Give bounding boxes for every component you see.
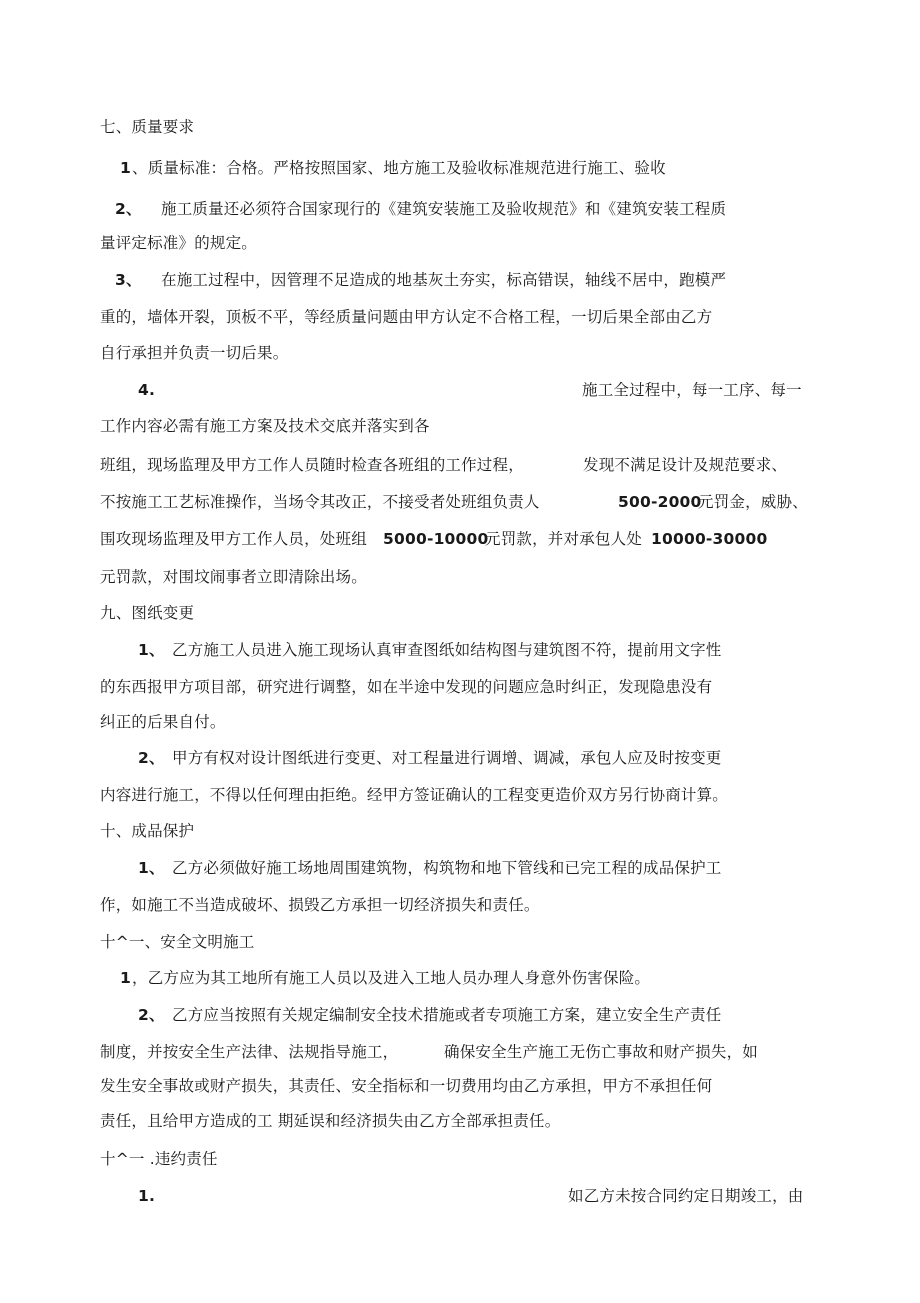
paragraph-line: 施工质量还必须符合国家现行的《建筑安装施工及验收规范》和《建筑安装工程质 <box>161 200 727 218</box>
paragraph-line: 发现不满足设计及规范要求、 <box>583 456 788 474</box>
paragraph-line: 施工全过程中，每一工序、每一 <box>582 381 802 399</box>
paragraph-line: 乙方必须做好施工场地周围建筑物，构筑物和地下管线和已完工程的成品保护工 <box>172 859 722 877</box>
section-heading-safety: 十^一、安全文明施工 <box>100 933 255 951</box>
item-number: 3、 <box>115 271 142 289</box>
section-heading-breach: 十^一 .违约责任 <box>100 1150 218 1168</box>
paragraph-line: 围攻现场监理及甲方工作人员，处班组 <box>100 530 367 548</box>
item-number: 2、 <box>138 749 165 767</box>
paragraph-line: 责任，且给甲方造成的工 期延误和经济损失由乙方全部承担责任。 <box>100 1112 561 1130</box>
paragraph-line: 乙方施工人员进入施工现场认真审查图纸如结构图与建筑图不符，提前用文字性 <box>172 641 722 659</box>
paragraph-line: 如乙方未按合同约定日期竣工，由 <box>568 1187 804 1205</box>
paragraph-line: 工作内容必需有施工方案及技术交底并落实到各 <box>100 417 430 435</box>
paragraph-line: 甲方有权对设计图纸进行变更、对工程量进行调增、调减，承包人应及时按变更 <box>172 749 722 767</box>
paragraph-line: 制度，并按安全生产法律、法规指导施工， <box>100 1043 399 1061</box>
penalty-amount: 10000-30000 <box>651 530 768 548</box>
paragraph-line: 作，如施工不当造成破坏、损毁乙方承担一切经济损失和责任。 <box>100 896 540 914</box>
paragraph-line: 不按施工工艺标准操作，当场令其改正，不接受者处班组负责人 <box>100 493 540 511</box>
paragraph-line: 乙方应当按照有关规定编制安全技术措施或者专项施工方案，建立安全生产责任 <box>172 1006 722 1024</box>
paragraph-line: 元罚款，并对承包人处 <box>485 530 643 548</box>
item-number: 1 <box>120 969 131 987</box>
item-number: 1、 <box>138 859 165 877</box>
section-heading-product-protection: 十、成品保护 <box>100 822 195 840</box>
item-number: 1 <box>120 159 131 177</box>
paragraph-line: 元罚款，对围坟闹事者立即清除出场。 <box>100 568 367 586</box>
paragraph-line: 元罚金，威胁、 <box>698 493 808 511</box>
paragraph-line: 量评定标准》的规定。 <box>100 234 258 252</box>
paragraph-line: 内容进行施工，不得以任何理由拒绝。经甲方签证确认的工程变更造价双方另行协商计算。 <box>100 786 729 804</box>
paragraph-line: 重的，墙体开裂，顶板不平，等经质量问题由甲方认定不合格工程，一切后果全部由乙方 <box>100 308 713 326</box>
paragraph-line: 确保安全生产施工无伤亡事故和财产损失，如 <box>444 1043 759 1061</box>
paragraph-line: ，乙方应为其工地所有施工人员以及进入工地人员办理人身意外伤害保险。 <box>132 969 651 987</box>
section-heading-quality: 七、质量要求 <box>100 118 195 136</box>
paragraph-line: 的东西报甲方项目部，研究进行调整，如在半途中发现的问题应急时纠正，发现隐患没有 <box>100 678 713 696</box>
paragraph-line: 、质量标准：合格。严格按照国家、地方施工及验收标准规范进行施工、验收 <box>132 159 666 177</box>
section-heading-drawing-change: 九、图纸变更 <box>100 604 195 622</box>
item-number: 1、 <box>138 641 165 659</box>
paragraph-line: 纠正的后果自付。 <box>100 713 226 731</box>
paragraph-line: 班组，现场监理及甲方工作人员随时检查各班组的工作过程， <box>100 456 524 474</box>
paragraph-line: 在施工过程中，因管理不足造成的地基灰土夯实，标高错误，轴线不居中，跑模严 <box>161 271 727 289</box>
penalty-amount: 500-2000 <box>618 493 702 511</box>
paragraph-line: 自行承担并负责一切后果。 <box>100 344 289 362</box>
paragraph-line: 发生安全事故或财产损失，其责任、安全指标和一切费用均由乙方承担，甲方不承担任何 <box>100 1077 713 1095</box>
item-number: 4. <box>138 381 156 399</box>
item-number: 2、 <box>138 1006 165 1024</box>
item-number: 2、 <box>115 200 142 218</box>
item-number: 1. <box>138 1187 156 1205</box>
penalty-amount: 5000-10000 <box>383 530 489 548</box>
